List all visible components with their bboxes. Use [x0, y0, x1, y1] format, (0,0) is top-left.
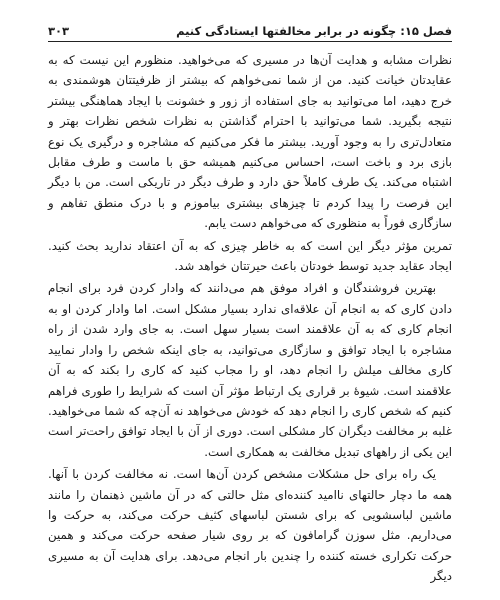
paragraph: تمرین مؤثر دیگر این است که به خاطر چیزی که به آن اعتقاد ندارید بحث کنید. ایجاد عقاید جدید توسط خودتان باعث حیرتتان خواهد شد. [48, 238, 452, 274]
running-header [48, 24, 452, 42]
paragraph: یک راه برای حل مشکلات مشخص کردن آن‌ها است. نه مخالفت کردن با آنها. همه ما دچار حالتهای ناامید کننده‌ای مثل حالتی که در آن ماشین ذهنمان را مانند ماشین لباسشویی که برای شستن لباسهای کثیف حرکت می‌کند، به حرکت وا می‌داریم. مثل سوزن گرامافون که بر روی شیار صفحه حرکت می‌کند و همین حرکت تکراری خسته کننده را چندین بار انجام می‌دهد. برای هدایت آن به مسیری دیگر [48, 467, 452, 584]
paragraph: بهترین فروشندگان و افراد موفق هم می‌دانند که وادار کردن فرد برای انجام دادن کاری که به انجام آن علاقه‌ای ندارد بسیار مشکل است. اما وادار کردن او به انجام کاری که به آن علاقمند است بسیار سهل است. به جای وارد شدن از راه مشاجره با ایجاد توافق و سازگاری می‌توانید، به جای اینکه شخص را وادار نمایید کاری مخالف میلش را انجام دهد، او را مجاب کنید که کاری را بکند که به آن علاقمند است. شیوهٔ بر قراری یک ارتباط مؤثر آن است که شرایط را طوری فراهم کنیم که شخص کاری را انجام دهد که خودش می‌خواهد نه آن‌چه که شما می‌خواهید. غلبه بر مخالفت دیگران کار مشکلی است. دوری از آن با ایجاد توافق راحت‌تر است این یکی از راههای تبدیل مخالفت به همکاری است. [48, 281, 452, 459]
page-number: ۳۰۳ [48, 24, 70, 38]
body-text [48, 50, 452, 587]
paragraph: نظرات مشابه و هدایت آن‌ها در مسیری که می‌خواهید. منظورم این نیست که به عقایدتان خیانت کنید. من از شما نمی‌خواهم که بیشتر از ظرفیتتان هوشمندی به خرج دهید، اما می‌توانید به جای استفاده از زور و خشونت با ایجاد هماهنگی بیشتر نتیجه بگیرید. شما می‌توانید با احترام گذاشتن به نظرات شخص نظرات بهتر و متعادل‌تری را به وجود آورید. بیشتر ما فکر می‌کنیم که مشاجره و درگیری یک نوع بازی برد و باخت است، احساس می‌کنیم همیشه حق با ماست و طرف مقابل اشتباه می‌کند. یک طرف کاملاً حق دارد و طرف دیگر در تاریکی است. من با دیگر این فرصت را پیدا کردم تا چیزهای بیشتری بیاموزم و با درک منطق تفاهم و سازگاری فوراً به منظوری که می‌خواهم دست یابم. [48, 53, 452, 231]
chapter-title: فصل ۱۵: چگونه در برابر مخالفتها ایستادگی کنیم [176, 24, 452, 38]
